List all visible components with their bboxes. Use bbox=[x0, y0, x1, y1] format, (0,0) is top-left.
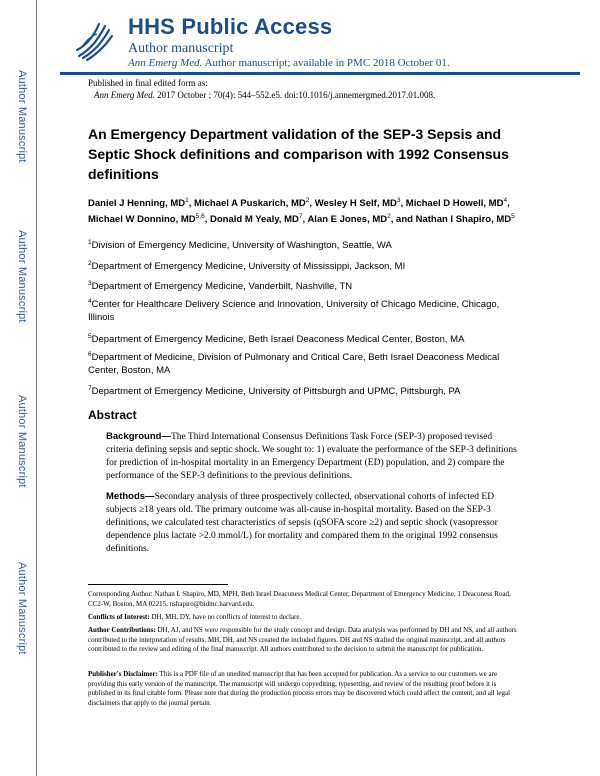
journal-name: Ann Emerg Med. bbox=[128, 57, 203, 69]
published-form-label: Published in final edited form as: bbox=[88, 78, 208, 88]
author-separator: , bbox=[309, 198, 315, 210]
contributions-label: Author Contributions: bbox=[88, 626, 156, 634]
conflicts-label: Conflicts of Interest: bbox=[88, 613, 150, 621]
availability-line bbox=[128, 57, 450, 69]
author-affiliation-marker: 2 bbox=[305, 197, 310, 204]
affiliation-item bbox=[88, 348, 528, 377]
abstract-methods bbox=[106, 490, 520, 556]
author-name: Alan E Jones, MD bbox=[307, 214, 388, 226]
background-label: Background— bbox=[106, 431, 171, 442]
disclaimer-text: This is a PDF file of an unedited manuscript that has been accepted for publication. As a service to our customers we are providing this early version of the manuscript. The manuscript will undergo copyediting, typesetting, and review of the resulting proof before it is published in its final citable form. Please note that during the production process errors may be discovered which could affect the content, and all legal disclaimers that apply to the journal pertain. bbox=[88, 670, 511, 707]
author-affiliation-marker: 1 bbox=[185, 197, 189, 204]
affiliation-item bbox=[88, 382, 528, 398]
author-separator: , bbox=[400, 198, 406, 210]
affiliation-text: Department of Emergency Medicine, Beth Israel Deaconess Medical Center, Boston, MA bbox=[91, 334, 465, 346]
author-separator: , bbox=[302, 214, 308, 226]
affiliation-number: 3 bbox=[88, 280, 92, 287]
author-affiliation-marker: 7 bbox=[298, 213, 303, 221]
citation-journal: Ann Emerg Med. bbox=[94, 90, 155, 100]
affiliation-item bbox=[88, 277, 528, 293]
affiliation-item bbox=[88, 257, 528, 273]
sidebar-author-manuscript-label: Author Manuscript bbox=[16, 70, 28, 163]
author-manuscript-subtitle: Author manuscript bbox=[128, 41, 234, 56]
author-separator: , and bbox=[390, 214, 416, 226]
abstract-background bbox=[106, 430, 520, 483]
methods-label: Methods— bbox=[106, 491, 155, 502]
author-separator: , bbox=[507, 198, 510, 210]
author-affiliation-marker: 5 bbox=[511, 213, 515, 221]
citation-details: 2017 October ; 70(4): 544–552.e5. doi:10.1016/j.annemergmed.2017.01.008. bbox=[154, 90, 436, 100]
corresponding-label: Corresponding Author: bbox=[88, 590, 153, 598]
footnote-conflicts bbox=[88, 613, 518, 623]
author-separator: , bbox=[204, 214, 210, 226]
affiliation-number: 4 bbox=[88, 298, 92, 305]
article-title: An Emergency Department validation of the SEP-3 Sepsis and Septic Shock definitions and comparison with 1992 Consensus definitions bbox=[88, 126, 509, 182]
affiliation-text: Department of Emergency Medicine, University of Mississippi, Jackson, MI bbox=[91, 261, 406, 273]
sidebar-author-manuscript-label: Author Manuscript bbox=[16, 562, 28, 655]
author-name: Daniel J Henning, MD bbox=[88, 198, 186, 210]
methods-text: Secondary analysis of three prospectively collected, observational cohorts of infected ED subjects ≥18 years old. The primary outcome was all-cause in-hospital mortality. Based on the SEP-3 definitions, we calculated test characteristics of sepsis (qSOFA score ≥2) and septic shock (vasopressor dependence plus lactate >2.0 mmol/L) for mortality and compared them to the original 1992 consensus definitions. bbox=[106, 492, 498, 554]
conflicts-text: DH, MH, DY, have no conflicts of interest to declare. bbox=[149, 613, 302, 621]
affiliation-item bbox=[88, 236, 528, 252]
author-affiliation-marker: 5,6 bbox=[195, 213, 205, 221]
footnote-contributions bbox=[88, 626, 518, 655]
citation bbox=[94, 90, 435, 100]
author-name: Michael D Howell, MD bbox=[405, 198, 504, 210]
affiliation-number: 6 bbox=[88, 351, 92, 358]
footnote-divider bbox=[88, 584, 228, 585]
affiliation-number: 2 bbox=[88, 260, 92, 267]
sidebar-divider bbox=[36, 0, 37, 776]
abstract-heading: Abstract bbox=[88, 408, 137, 422]
contributions-text: DH, AJ, and NS were responsible for the study concept and design. Data analysis was performed by DH and NS, and all authors contributed to the interpretation of results. MH, DH, and NS created the included figures. DH and NS drafted the original manuscript, and all authors contributed to the review and editing of the final manuscript. All authors contributed to the decision to submit the manuscript for publication. bbox=[88, 626, 517, 653]
hhs-eagle-logo-icon bbox=[75, 20, 115, 62]
affiliation-text: Division of Emergency Medicine, University of Washington, Seattle, WA bbox=[91, 240, 392, 252]
affiliation-number: 1 bbox=[88, 239, 92, 246]
affiliation-number: 5 bbox=[88, 333, 92, 340]
affiliation-item bbox=[88, 330, 528, 346]
sidebar-author-manuscript-label: Author Manuscript bbox=[16, 230, 28, 323]
hhs-public-access-title: HHS Public Access bbox=[128, 14, 333, 39]
author-list bbox=[88, 194, 518, 226]
availability-text: Author manuscript; available in PMC 2018 October 01. bbox=[202, 57, 450, 69]
affiliation-text: Center for Healthcare Delivery Science and Innovation, University of Chicago Medicine, Chicago, Illinois bbox=[88, 299, 500, 324]
author-affiliation-marker: 2 bbox=[387, 213, 391, 221]
footnote-corresponding bbox=[88, 590, 518, 609]
sidebar-author-manuscript-label: Author Manuscript bbox=[16, 395, 28, 488]
author-separator: , bbox=[188, 198, 195, 210]
author-name: Nathan I Shapiro, MD bbox=[415, 214, 512, 226]
author-name: Wesley H Self, MD bbox=[314, 198, 397, 210]
affiliation-text: Department of Medicine, Division of Pulmonary and Critical Care, Beth Israel Deaconess Medical Center, Boston, MA bbox=[88, 352, 500, 377]
affiliation-text: Department of Emergency Medicine, Vanderbilt, Nashville, TN bbox=[91, 281, 353, 293]
author-name: Michael A Puskarich, MD bbox=[194, 198, 306, 210]
author-name: Donald M Yealy, MD bbox=[210, 214, 299, 226]
background-text: The Third International Consensus Definitions Task Force (SEP-3) proposed revised criteria defining sepsis and septic shock. We sought to: 1) evaluate the performance of the SEP-3 definitions for prediction of in-hospital mortality in an Emergency Department (ED) population, and 2) compare the performance of the SEP-3 definitions to the previous definitions. bbox=[106, 432, 517, 481]
corresponding-text: Nathan I. Shapiro, MD, MPH, Beth Israel Deaconess Medical Center, Department of Emergency Medicine, 1 Deaconess Road, CC2-W, Boston, MA 02215, nshapiro@bidmc.harvard.edu. bbox=[88, 590, 511, 608]
header-divider bbox=[60, 72, 580, 75]
footnote-disclaimer bbox=[88, 670, 518, 708]
disclaimer-label: Publisher's Disclaimer: bbox=[88, 670, 158, 678]
author-name: Michael W Donnino, MD bbox=[88, 214, 196, 226]
affiliation-text: Department of Emergency Medicine, University of Pittsburgh and UPMC, Pittsburgh, PA bbox=[91, 386, 461, 398]
author-affiliation-marker: 4 bbox=[503, 197, 508, 204]
affiliation-number: 7 bbox=[88, 385, 92, 392]
affiliation-item bbox=[88, 295, 528, 324]
author-affiliation-marker: 3 bbox=[396, 197, 401, 204]
